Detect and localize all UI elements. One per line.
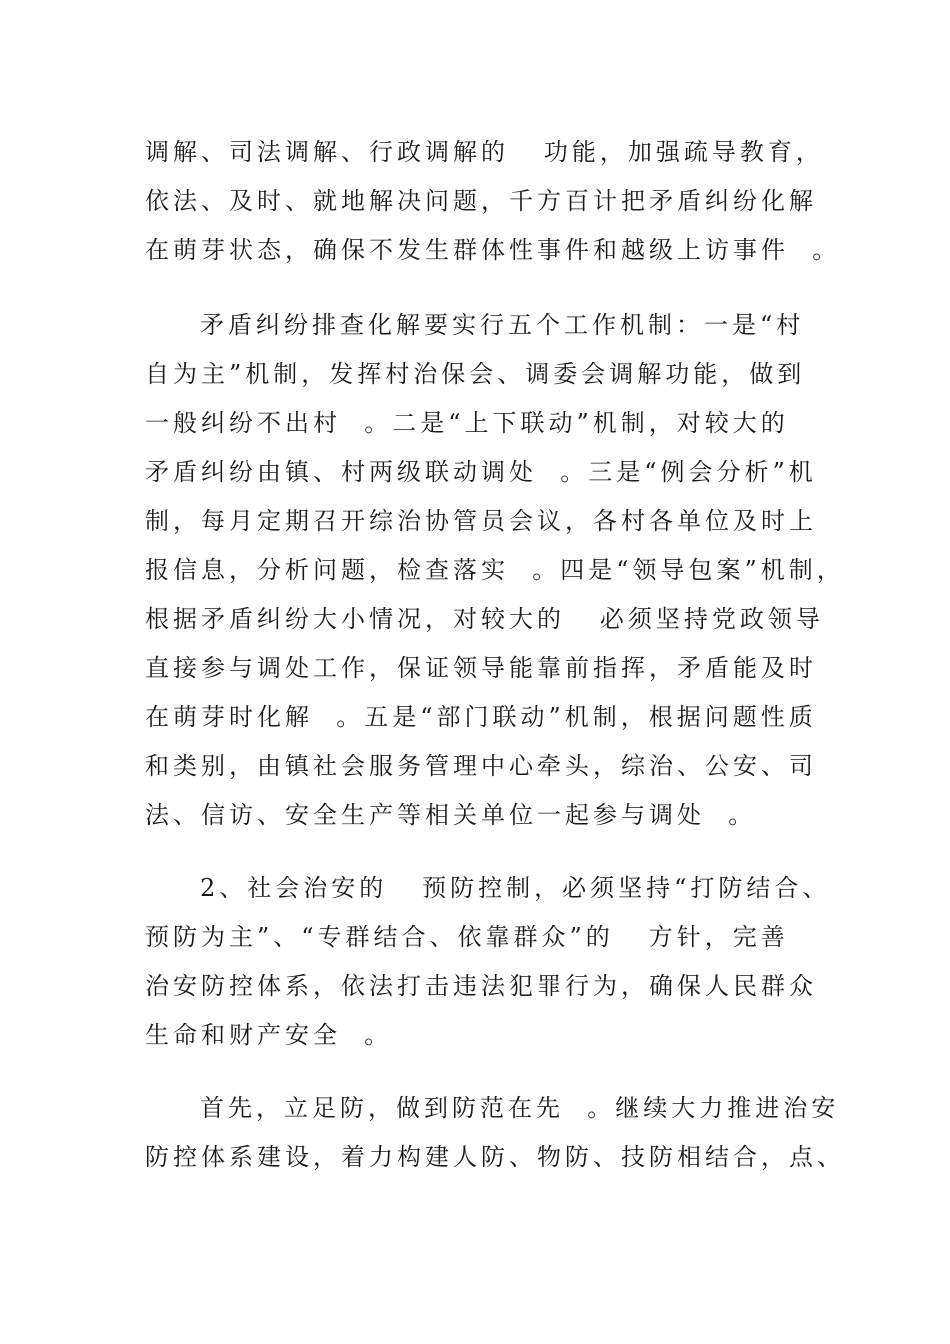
text-line: 在萌芽时化解 。五是“部门联动”机制，根据问题性质 xyxy=(145,703,817,731)
text-line: 自为主”机制，发挥村治保会、调委会调解功能，做到 xyxy=(145,360,806,388)
text-line: 直接参与调处工作，保证领导能靠前指挥，矛盾能及时 xyxy=(145,654,817,682)
text-line: 报信息，分析问题，检查落实 。四是“领导包案”机制， xyxy=(145,556,845,584)
text-line: 一般纠纷不出村 。二是“上下联动”机制，对较大的 xyxy=(145,409,789,437)
text-line: 调解、司法调解、行政调解的 功能，加强疏导教育， xyxy=(145,138,824,166)
text-line: 2、社会治安的 预防控制，必须坚持“打防结合、 xyxy=(200,874,831,902)
text-line: 治安防控体系，依法打击违法犯罪行为，确保人民群众 xyxy=(145,972,817,1000)
text-line: 预防为主”、“专群结合、依靠群众”的 方针，完善 xyxy=(145,923,789,951)
text-line: 在萌芽状态，确保不发生群体性事件和越级上访事件 。 xyxy=(145,236,841,264)
text-line: 和类别，由镇社会服务管理中心牵头，综治、公安、司 xyxy=(145,752,817,780)
text-line: 制，每月定期召开综治协管员会议，各村各单位及时上 xyxy=(145,507,817,535)
text-line: 法、信访、安全生产等相关单位一起参与调处 。 xyxy=(145,801,757,829)
text-line: 矛盾纠纷排查化解要实行五个工作机制：一是“村 xyxy=(200,311,805,339)
text-line: 首先，立足防，做到防范在先 。继续大力推进治安 xyxy=(200,1094,840,1122)
text-line: 依法、及时、就地解决问题，千方百计把矛盾纠纷化解 xyxy=(145,187,817,215)
text-line: 防控体系建设，着力构建人防、物防、技防相结合，点、 xyxy=(145,1143,845,1171)
text-line: 矛盾纠纷由镇、村两级联动调处 。三是“例会分析”机 xyxy=(145,458,817,486)
text-line: 根据矛盾纠纷大小情况，对较大的 必须坚持党政领导 xyxy=(145,605,824,633)
text-line: 生命和财产安全 。 xyxy=(145,1021,393,1049)
